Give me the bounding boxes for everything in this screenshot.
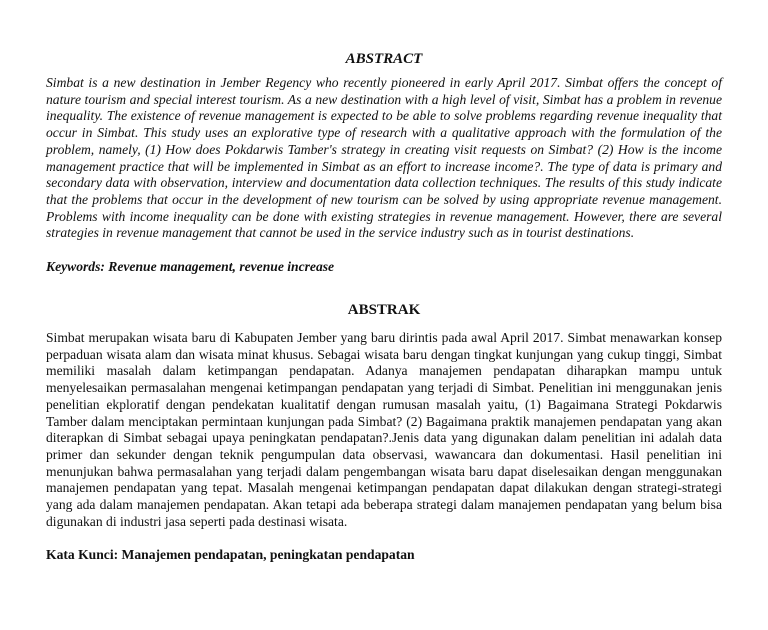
abstract-section-english <box>46 50 722 275</box>
abstract-heading: ABSTRACT <box>345 51 423 67</box>
document-page <box>46 50 722 563</box>
keywords-english: Keywords: Revenue management, revenue increase <box>46 259 335 275</box>
keywords-indonesian: Kata Kunci: Manajemen pendapatan, peningkatan pendapatan <box>46 547 415 563</box>
abstrak-heading: ABSTRAK <box>347 302 421 319</box>
abstract-paragraph: Simbat is a new destination in Jember Regency who recently pioneered in early April 2017. Simbat offers the concept of nature tourism and special interest tourism. As a new destination with a high level of visit, Simbat has a problem in revenue inequality. The existence of revenue management is expected to be able to solve problems regarding revenue inequality that occur in Simbat. This study uses an explorative type of research with a qualitative approach with the formulation of the problem, namely, (1) How does Pokdarwis Tamber's strategy in creating visit requests on Simbat? (2) How is the income management practice that will be implemented in Simbat as an effort to increase income?. The type of data is primary and secondary data with observation, interview and documentation data collection techniques. The results of this study indicate that the problems that occur in the development of new tourism can be solved by using appropriate revenue management. Problems with income inequality can be done with existing strategies in revenue management. However, there are several strategies in revenue management that cannot be used in the service industry such as in tourist destinations. <box>46 75 722 241</box>
abstrak-paragraph: Simbat merupakan wisata baru di Kabupaten Jember yang baru dirintis pada awal April 2017. Simbat menawarkan konsep perpaduan wisata alam dan wisata minat khusus. Sebagai wisata baru dengan tingkat kunjungan yang cukup tinggi, Simbat memiliki masalah dalam ketimpangan pendapatan. Adanya manajemen pendapatan diharapkan mampu untuk menyelesaikan permasalahan mengenai ketimpangan pendapatan yang terjadi di Simbat. Penelitian ini menggunakan jenis penelitian ekploratif dengan pendekatan kualitatif dengan rumusan masalah yaitu, (1) Bagaimana Strategi Pokdarwis Tamber dalam menciptakan permintaan kunjungan pada Simbat? (2) Bagaimana praktik manajemen pendapatan yang akan diterapkan di Simbat sebagai upaya peningkatan pendapatan?.Jenis data yang digunakan dalam penelitian ini adalah data primer dan sekunder dengan teknik pengumpulan data observasi, wawancara dan dokumentasi. Hasil penelitian ini menunjukan bahwa permasalahan yang terjadi dalam pengembangan wisata baru dapat diselesaikan dengan menggunakan manajemen pendapatan yang tepat. Masalah mengenai ketimpangan pendapatan dapat dilakukan dengan strategi-strategi yang ada dalam manajemen pendapatan. Akan tetapi ada beberapa strategi dalam manajemen pendapatan yang belum bisa digunakan di industri jasa seperti pada destinasi wisata. <box>46 330 722 529</box>
abstract-section-indonesian <box>46 301 722 563</box>
